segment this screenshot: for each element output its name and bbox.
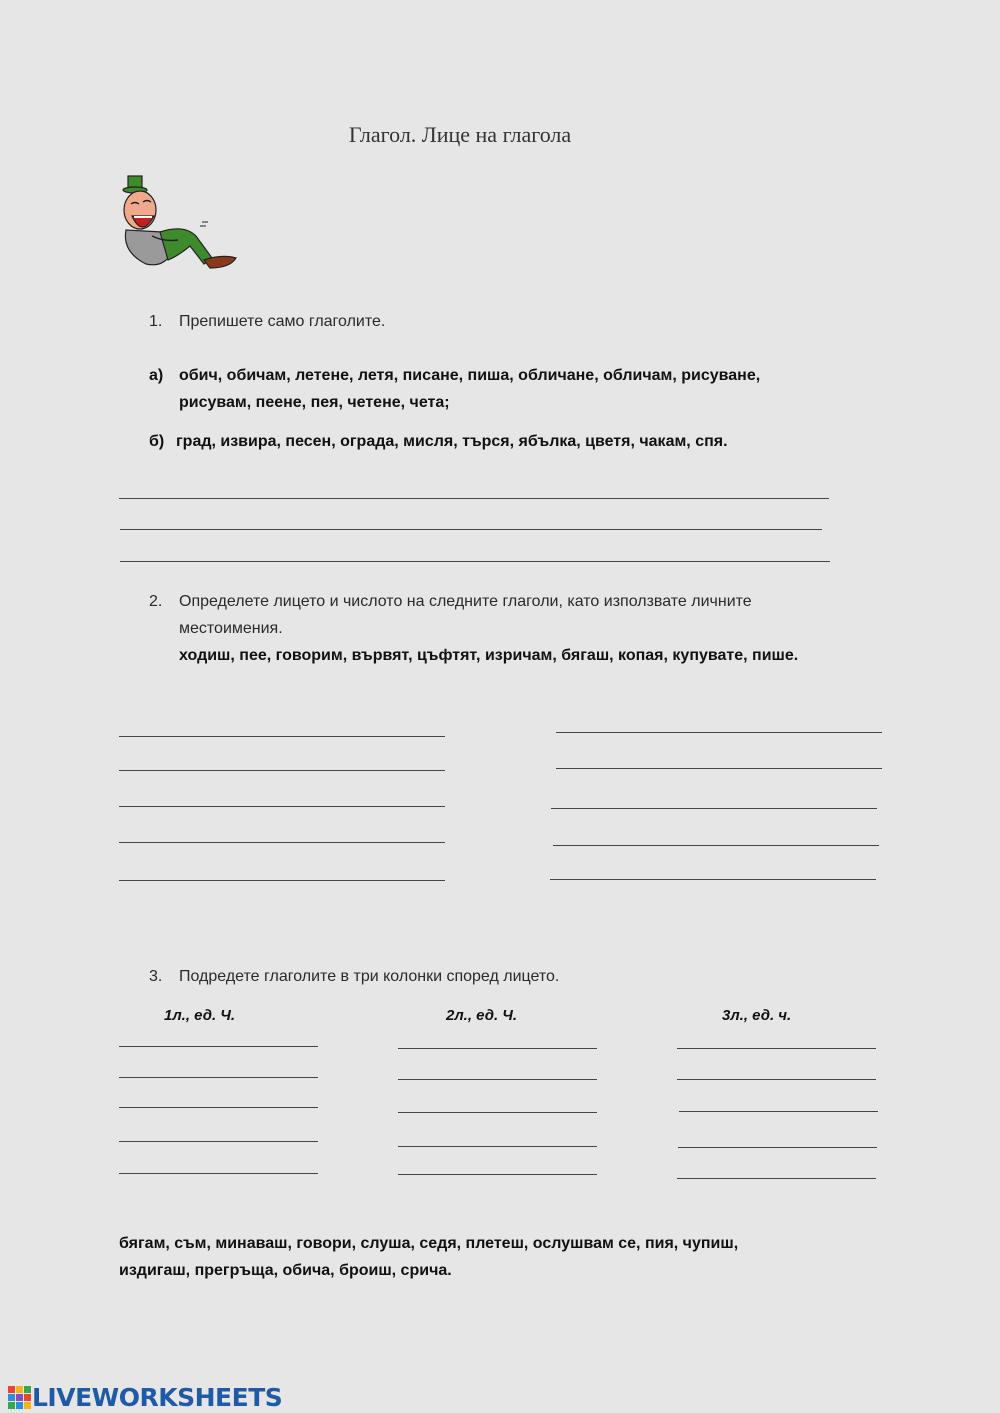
column-header-1st-person: 1л., ед. Ч. <box>164 1007 236 1024</box>
answer-line[interactable] <box>119 1107 318 1108</box>
brand-logo <box>8 1383 282 1412</box>
answer-line[interactable] <box>119 770 445 771</box>
task1-instruction: Препишете само глаголите. <box>179 313 386 330</box>
answer-line[interactable] <box>119 1046 318 1047</box>
answer-line[interactable] <box>677 1178 876 1179</box>
task1-number: 1. <box>149 313 163 330</box>
task1-a-line1: обич, обичам, летене, летя, писане, пиша, обличане, обличам, рисуване, <box>179 367 761 384</box>
answer-line[interactable] <box>551 808 877 809</box>
task2-number: 2. <box>149 593 163 610</box>
answer-line[interactable] <box>678 1147 877 1148</box>
answer-line[interactable] <box>556 732 882 733</box>
answer-line[interactable] <box>119 1141 318 1142</box>
answer-line[interactable] <box>119 842 445 843</box>
answer-line[interactable] <box>119 1173 318 1174</box>
task3-number: 3. <box>149 968 163 985</box>
brand-blocks-icon <box>8 1386 32 1410</box>
answer-line[interactable] <box>398 1048 597 1049</box>
page-title: Глагол. Лице на глагола <box>348 122 572 147</box>
answer-line[interactable] <box>679 1111 878 1112</box>
answer-line[interactable] <box>677 1079 876 1080</box>
task3-words-line2: издигаш, прегръща, обича, броиш, срича. <box>119 1262 452 1279</box>
answer-line[interactable] <box>550 879 876 880</box>
answer-line[interactable] <box>120 529 822 530</box>
column-header-3rd-person: 3л., ед. ч. <box>722 1007 792 1024</box>
answer-line[interactable] <box>398 1174 597 1175</box>
task1-a-line2: рисувам, пеене, пея, четене, чета; <box>179 394 450 411</box>
task2-instruction-line2: местоимения. <box>179 620 283 637</box>
answer-line[interactable] <box>398 1146 597 1147</box>
answer-line[interactable] <box>119 880 445 881</box>
column-header-2nd-person: 2л., ед. Ч. <box>446 1007 518 1024</box>
laughing-man-illustration <box>112 172 242 282</box>
task2-instruction-line1: Определете лицето и числото на следните глаголи, като използвате личните <box>179 593 752 610</box>
answer-line[interactable] <box>398 1079 597 1080</box>
answer-line[interactable] <box>398 1112 597 1113</box>
answer-line[interactable] <box>119 498 829 499</box>
brand-name: LIVEWORKSHEETS <box>32 1383 283 1412</box>
answer-line[interactable] <box>119 806 445 807</box>
task1-b-label: б) <box>149 433 165 450</box>
task1-b-text: град, извира, песен, ограда, мисля, търся, ябълка, цветя, чакам, спя. <box>176 433 728 450</box>
answer-line[interactable] <box>119 1077 318 1078</box>
answer-line[interactable] <box>120 561 830 562</box>
answer-line[interactable] <box>556 768 882 769</box>
answer-line[interactable] <box>677 1048 876 1049</box>
task3-words-line1: бягам, съм, минаваш, говори, слуша, седя, плетеш, ослушвам се, пия, чупиш, <box>119 1235 739 1252</box>
answer-line[interactable] <box>119 736 445 737</box>
answer-line[interactable] <box>553 845 879 846</box>
task3-instruction: Подредете глаголите в три колонки според лицето. <box>179 968 560 985</box>
task1-a-label: а) <box>149 367 164 384</box>
task2-words: ходиш, пее, говорим, вървят, цъфтят, изричам, бягаш, копая, купувате, пише. <box>179 647 799 664</box>
